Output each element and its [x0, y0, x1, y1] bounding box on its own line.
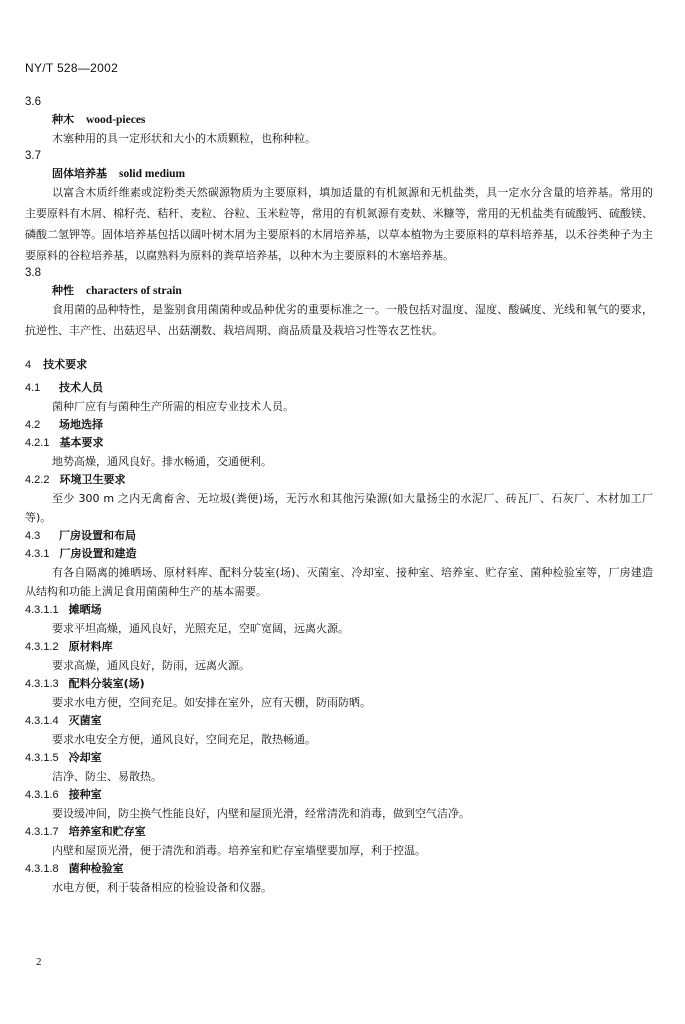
- section-body: 水电方便，利于装备相应的检验设备和仪器。: [52, 881, 272, 894]
- section-body: 要求平坦高燥，通风良好，光照充足，空旷宽阔，远离火源。: [52, 622, 349, 635]
- section-number: 4.3.1: [25, 548, 50, 560]
- term-number: 3.8: [25, 267, 41, 279]
- term-number: 3.7: [25, 150, 41, 162]
- section-title: 接种室: [68, 788, 102, 801]
- section-heading: [25, 416, 653, 434]
- section-heading: [25, 601, 653, 619]
- section-heading: [25, 860, 653, 878]
- section-title: 基本要求: [59, 436, 104, 449]
- term-en: solid medium: [119, 168, 186, 180]
- section-number: 4.3.1.3: [25, 678, 59, 690]
- section-title: 摊晒场: [68, 603, 102, 616]
- section-body: 地势高燥，通风良好。排水畅通，交通便利。: [52, 455, 272, 468]
- section-number: 4.3.1.4: [25, 715, 59, 727]
- section-heading: [25, 712, 653, 730]
- section-title: 厂房设置和布局: [59, 529, 136, 542]
- page-number: 2: [36, 956, 42, 968]
- section-number: 4.2.1: [25, 437, 50, 449]
- term-definition: 以富含木质纤维素或淀粉类天然碳源物质为主要原料，填加适量的有机氮源和无机盐类，具一定水分含量的培养基。常用的主要原料有木屑、棉籽壳、秸秆、麦粒、谷粒、玉米粒等，常用的有机氮源有麦麸、米糠等，常用的无机盐类有硫酸钙、硫酸镁、磷酸二氢钾等。固体培养基包括以阔叶树木屑为主要原料的木屑培养基，以草本植物为主要原料的草料培养基，以禾谷类种子为主要原料的谷粒培养基，以腐熟料为原料的粪草培养基，以种木为主要原料的木塞培养基。: [25, 186, 653, 262]
- section-heading: [25, 545, 653, 563]
- term-heading: [52, 112, 653, 128]
- section-body: 要设缓冲间，防尘换气性能良好，内壁和屋顶光滑，经常清洗和消毒，做到空气洁净。: [52, 807, 470, 820]
- section-number: 4.2.2: [25, 474, 50, 486]
- section-number: 4.3: [25, 530, 41, 542]
- section-heading: [25, 675, 653, 693]
- term-en: characters of strain: [86, 285, 182, 297]
- section-body: 菌种厂应有与菌种生产所需的相应专业技术人员。: [52, 400, 294, 413]
- section-body: 洁净、防尘、易散热。: [52, 770, 162, 783]
- section-title: 冷却室: [68, 751, 102, 764]
- term-zh: 固体培养基: [52, 167, 107, 180]
- term-heading: [52, 166, 653, 182]
- section-number: 4.3.1.1: [25, 604, 59, 616]
- term-heading: [52, 283, 653, 299]
- section-body: 有各自隔离的摊晒场、原材料库、配料分装室(场)、灭菌室、冷却室、接种室、培养室、贮存室、菌种检验室等，厂房建造从结构和功能上满足食用菌菌种生产的基本需要。: [25, 566, 653, 598]
- section-title: 环境卫生要求: [59, 473, 126, 486]
- section-heading: [25, 823, 653, 841]
- chapter-heading: [25, 357, 653, 373]
- section-number: 4.3.1.2: [25, 641, 59, 653]
- section-title: 培养室和贮存室: [68, 825, 146, 838]
- section-body: 要求高燥，通风良好，防雨，远离火源。: [52, 659, 250, 672]
- section-heading: [25, 527, 653, 545]
- section-title: 原材料库: [68, 640, 113, 653]
- standard-code-header: NY/T 528—2002: [25, 61, 119, 75]
- section-title: 场地选择: [59, 418, 103, 431]
- section-number: 4.3.1.6: [25, 789, 59, 801]
- term-en: wood-pieces: [86, 114, 146, 126]
- section-number: 4.2: [25, 419, 41, 431]
- section-number: 4.3.1.5: [25, 752, 59, 764]
- section-body: 内壁和屋顶光滑，便于清洗和消毒。培养室和贮存室墙壁要加厚，利于控温。: [52, 844, 426, 857]
- chapter-title: 技术要求: [43, 358, 88, 371]
- term-zh: 种木: [52, 113, 74, 126]
- chapter-number: 4: [25, 359, 32, 371]
- section-body: 至少 300 m 之内无禽畜舍、无垃圾(粪便)场，无污水和其他污染源(如大量扬尘的水泥厂、砖瓦厂、石灰厂、木材加工厂等)。: [25, 492, 653, 524]
- section-heading: [25, 786, 653, 804]
- section-title: 配料分装室(场): [68, 677, 145, 690]
- section-number: 4.3.1.8: [25, 863, 59, 875]
- section-body: 要求水电安全方便，通风良好，空间充足，散热畅通。: [52, 733, 316, 746]
- term-zh: 种性: [52, 284, 74, 297]
- section-heading: [25, 379, 653, 397]
- section-title: 技术人员: [59, 381, 103, 394]
- section-title: 灭菌室: [68, 714, 102, 727]
- term-definition: 食用菌的品种特性，是鉴别食用菌菌种或品种优劣的重要标准之一。一般包括对温度、湿度、酸碱度、光线和氧气的要求，抗逆性、丰产性、出菇迟早、出菇潮数、栽培周期、商品质量及栽培习性等农艺性状。: [25, 303, 653, 337]
- section-body: 要求水电方便，空间充足。如安排在室外，应有天棚，防雨防晒。: [52, 696, 371, 709]
- term-number: 3.6: [25, 96, 41, 108]
- section-heading: [25, 638, 653, 656]
- section-heading: [25, 434, 653, 452]
- section-title: 厂房设置和建造: [59, 547, 137, 560]
- section-heading: [25, 749, 653, 767]
- section-heading: [25, 471, 653, 489]
- section-number: 4.3.1.7: [25, 826, 59, 838]
- term-definition: 木塞种用的具一定形状和大小的木质颗粒，也称种粒。: [52, 132, 316, 145]
- section-number: 4.1: [25, 382, 41, 394]
- section-title: 菌种检验室: [68, 862, 124, 875]
- page-content: [25, 95, 653, 897]
